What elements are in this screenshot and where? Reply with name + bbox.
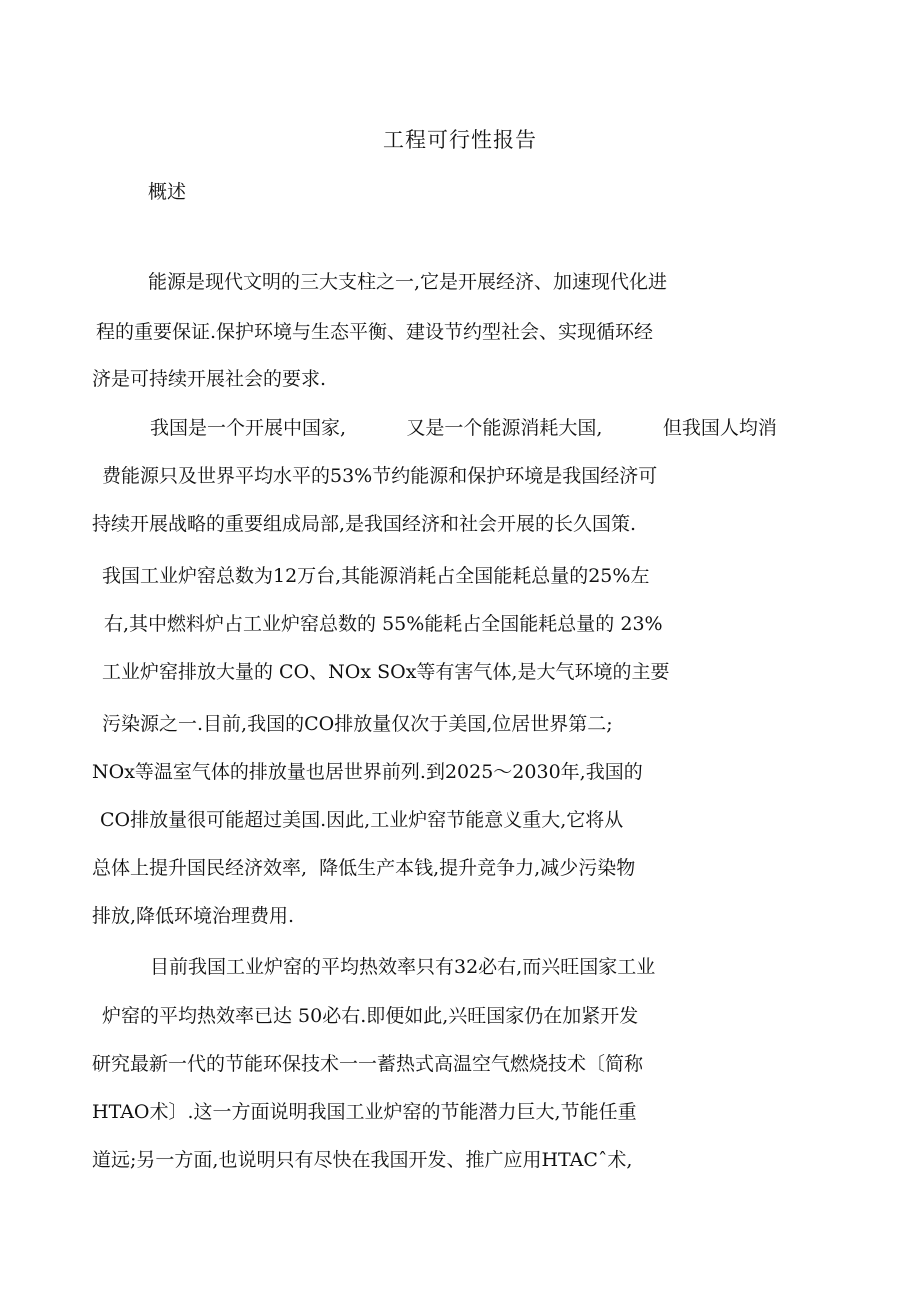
body-line: 目前我国工业炉窑的平均热效率只有32必右,而兴旺国家工业 — [150, 956, 656, 978]
body-line: 道远;另一方面,也说明只有尽快在我国开发、推广应用HTACˆ术, — [92, 1149, 633, 1171]
body-line: 总体上提升国民经济效率, 降低生产本钱,提升竞争力,减少污染物 — [92, 857, 636, 879]
body-line: 污染源之一.目前,我国的CO排放量仅次于美国,位居世界第二; — [102, 713, 613, 735]
body-line: 程的重要保证.保护环境与生态平衡、建设节约型社会、实现循环经 — [96, 321, 654, 343]
body-line: 费能源只及世界平均水平的53%节约能源和保护环境是我国经济可 — [102, 465, 658, 487]
body-line: 工业炉窑排放大量的 CO、NOx SOx等有害气体,是大气环境的主要 — [102, 661, 670, 683]
body-line: 右,其中燃料炉占工业炉窑总数的 55%能耗占全国能耗总量的 23% — [104, 613, 663, 635]
body-line: 炉窑的平均热效率已达 50必右.即便如此,兴旺国家仍在加紧开发 — [102, 1005, 639, 1027]
section-heading: 概述 — [148, 181, 187, 203]
body-line: 研究最新一代的节能环保技术一一蓄热式高温空气燃烧技术〔简称 — [92, 1053, 644, 1075]
body-line: 持续开展战略的重要组成局部,是我国经济和社会开展的长久国策. — [92, 513, 637, 535]
body-line: 我国工业炉窑总数为12万台,其能源消耗占全国能耗总量的25%左 — [102, 565, 650, 587]
body-line: HTAO术〕.这一方面说明我国工业炉窑的节能潜力巨大,节能任重 — [92, 1101, 637, 1123]
body-line: 能源是现代文明的三大支柱之一,它是开展经济、加速现代化进 — [148, 271, 668, 293]
body-line: 济是可持续开展社会的要求. — [92, 368, 327, 390]
document-title: 工程可行性报告 — [383, 128, 537, 152]
body-line: CO排放量很可能超过美国.因此,工业炉窑节能意义重大,它将从 — [100, 809, 624, 831]
body-line: 我国是一个开展中国家, 又是一个能源消耗大国, 但我国人均消 — [150, 417, 777, 439]
body-line: NOx等温室气体的排放量也居世界前列.到2025～2030年,我国的 — [92, 761, 643, 783]
body-line: 排放,降低环境治理费用. — [92, 905, 295, 927]
